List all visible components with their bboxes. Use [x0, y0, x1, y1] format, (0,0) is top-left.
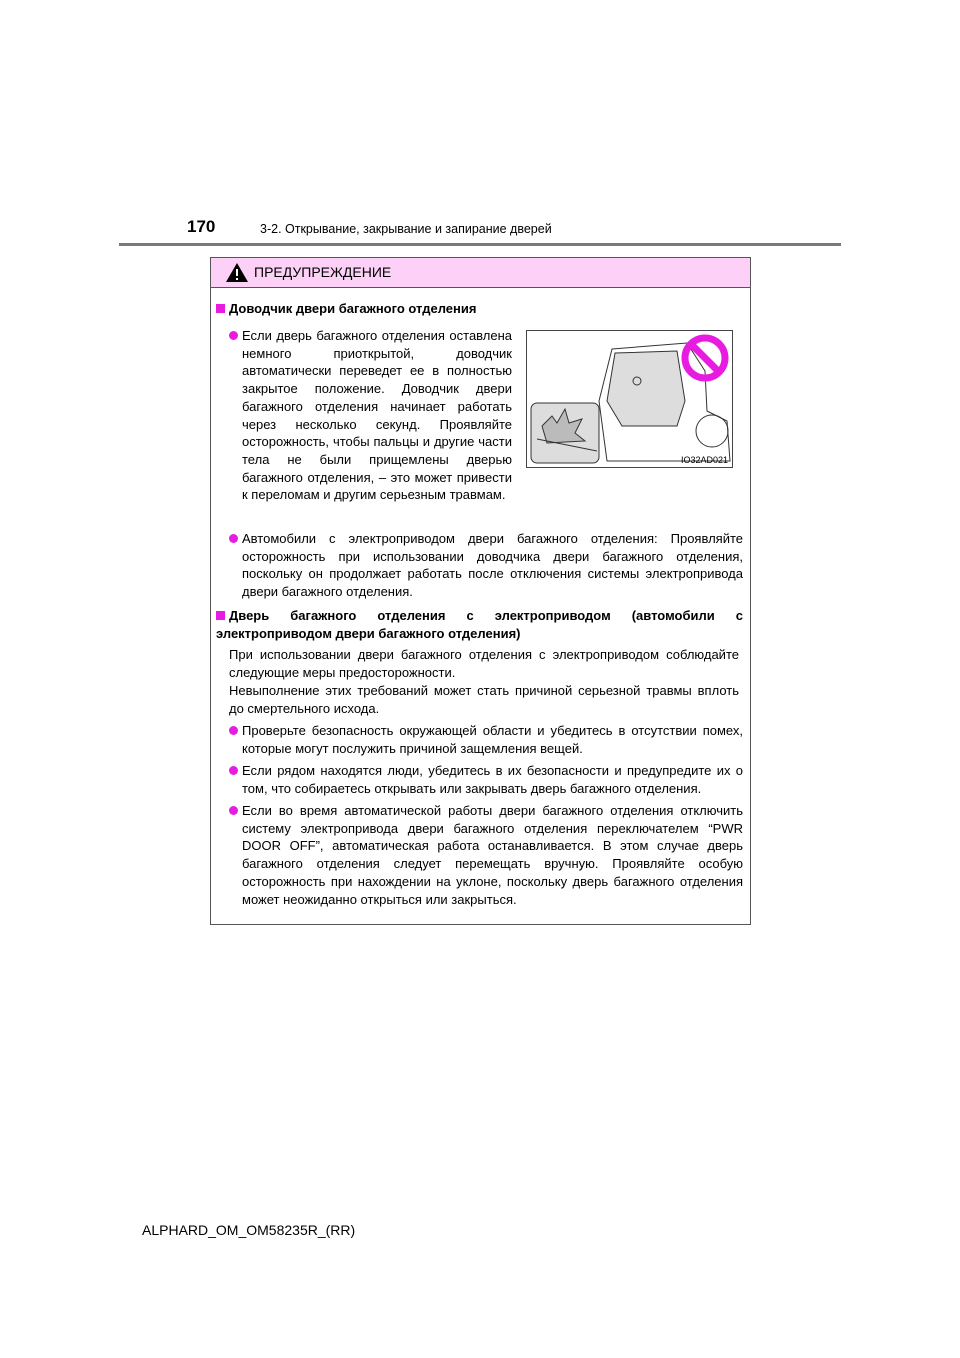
bullet-icon	[229, 726, 238, 735]
warning-title: ПРЕДУПРЕЖДЕНИЕ	[254, 264, 392, 280]
bullet-item	[242, 327, 512, 504]
tailgate-illustration	[526, 330, 733, 468]
bullet-item	[242, 802, 743, 908]
bullet-text: Проверьте безопасность окружающей области и убедитесь в отсутствии помех, которые могут послужить причиной защемления вещей.	[242, 723, 743, 756]
section-heading	[216, 607, 743, 642]
section-title: 3-2. Открывание, закрывание и запирание дверей	[260, 222, 552, 236]
bullet-item	[242, 762, 743, 797]
warning-header	[211, 258, 750, 288]
paragraph: При использовании двери багажного отделения с электроприводом соблюдайте следующие меры предосторожности.	[229, 647, 739, 680]
warning-icon	[226, 263, 248, 282]
bullet-text: Если во время автоматической работы двери багажного отделения отключить систему электропривода двери багажного отделения переключателем “PWR DOOR OFF”, автоматическая работа останавливается. В этом случае дверь багажного отделения следует перемещать вручную. Проявляйте особую осторожность при нахождении на уклоне, поскольку дверь багажного отделения может неожиданно открыться или закрыться.	[242, 803, 743, 907]
bullet-item	[242, 722, 743, 757]
heading-text: Дверь багажного отделения с электроприводом (автомобили с электроприводом двери багажного отделения)	[216, 608, 743, 641]
square-bullet-icon	[216, 611, 225, 620]
bullet-icon	[229, 806, 238, 815]
page-number: 170	[187, 217, 216, 236]
bullet-text: Если рядом находятся люди, убедитесь в их безопасности и предупредите их о том, что собираетесь открывать или закрывать дверь багажного отделения.	[242, 763, 743, 796]
bullet-text: Автомобили с электроприводом двери багажного отделения: Проявляйте осторожность при использовании доводчика двери багажного отделения, поскольку он продолжает работать после отключения системы электропривода двери багажного отделения.	[242, 531, 743, 600]
bullet-icon	[229, 331, 238, 340]
paragraph: Невыполнение этих требований может стать причиной серьезной травмы вплоть до смертельного исхода.	[229, 683, 739, 716]
bullet-icon	[229, 766, 238, 775]
header-rule	[119, 243, 841, 246]
bullet-item	[242, 530, 743, 601]
section-heading	[216, 300, 746, 318]
heading-text: Доводчик двери багажного отделения	[229, 301, 477, 316]
square-bullet-icon	[216, 304, 225, 313]
bullet-icon	[229, 534, 238, 543]
car-tailgate-image	[527, 331, 732, 467]
figure-code: IO32AD021	[680, 455, 728, 465]
footer-code: ALPHARD_OM_OM58235R_(RR)	[142, 1222, 356, 1238]
bullet-text: Если дверь багажного отделения оставлена немного приоткрытой, доводчик автоматически переведет ее в полностью закрытое положение. Доводчик двери багажного отделения начинает работать через несколько секунд. Проявляйте осторожность, чтобы пальцы и другие части тела не были прищемлены дверью багажного отделения, – это может привести к переломам и другим серьезным травмам.	[242, 328, 512, 503]
